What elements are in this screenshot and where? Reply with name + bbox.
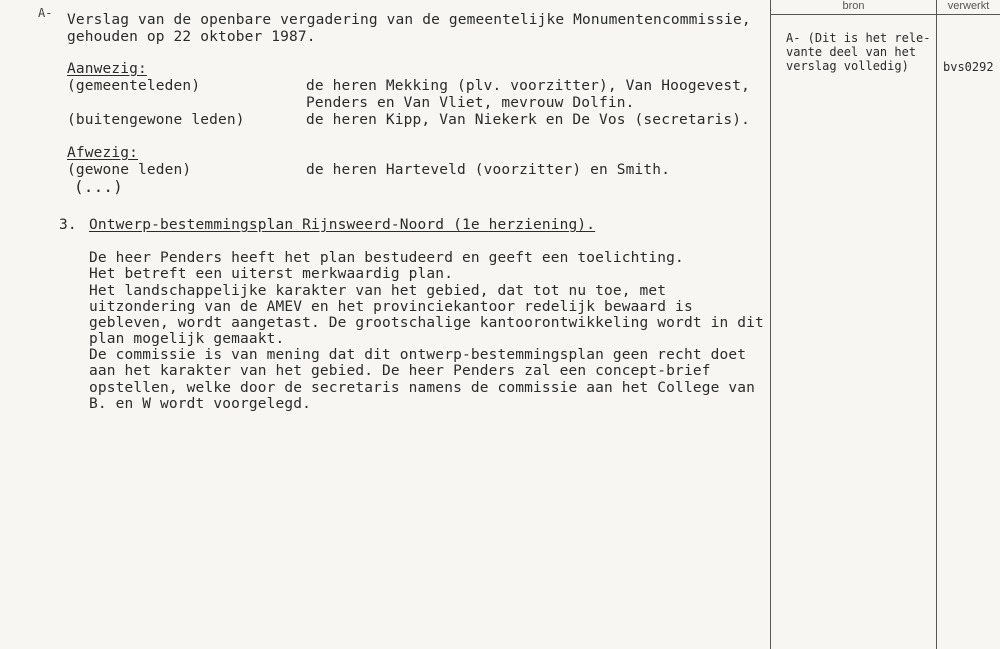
absent-text: de heren Harteveld (voorzitter) en Smith. [306,162,671,178]
column-header-bron: bron [842,0,865,12]
body-line: uitzondering van de AMEV en het provinciekantoor redelijk bewaard is [89,299,693,315]
header-divider [770,14,1000,15]
column-header-verwerkt: verwerkt [947,0,990,12]
body-line: Het betreft een uiterst merkwaardig plan. [89,266,454,282]
present-text-extraordinary: de heren Kipp, Van Niekerk en De Vos (secretaris). [306,112,750,128]
processed-code: bvs0292 [943,60,994,74]
body-line: opstellen, welke door de secretaris namens de commissie aan het College van [89,380,755,396]
body-line: De heer Penders heeft het plan bestudeerd en geeft een toelichting. [89,250,684,266]
heading-line-2: gehouden op 22 oktober 1987. [67,29,316,45]
source-note-line-2: vante deel van het [786,45,917,59]
source-note-line-3: verslag volledig) [786,59,909,73]
heading-line-1: Verslag van de openbare vergadering van de gemeentelijke Monumentencommissie, [67,12,751,28]
absent-title: Afwezig: [67,145,139,161]
column-divider-right [936,0,937,649]
item-number: 3. [59,217,77,233]
item-title: Ontwerp-bestemmingsplan Rijnsweerd-Noord (1e herziening). [89,217,596,233]
body-line: B. en W wordt voorgelegd. [89,396,311,412]
present-label-members: (gemeenteleden) [67,78,201,94]
ellipsis: (...) [74,177,123,196]
present-text-members-1: de heren Mekking (plv. voorzitter), Van Hoogevest, [306,78,750,94]
body-line: De commissie is van mening dat dit ontwerp-bestemmingsplan geen recht doet [89,347,747,363]
source-note-line-1: A- (Dit is het rele- [786,31,931,45]
absent-label: (gewone leden) [67,162,192,178]
present-label-extraordinary: (buitengewone leden) [67,112,245,128]
body-line: Het landschappelijke karakter van het gebied, dat tot nu toe, met [89,283,667,299]
present-text-members-2: Penders en Van Vliet, mevrouw Dolfin. [306,95,635,111]
column-divider-left [770,0,771,649]
body-line: aan het karakter van het gebied. De heer Penders zal een concept-brief [89,363,711,379]
body-line: gebleven, wordt aangetast. De grootschalige kantoorontwikkeling wordt in dit [89,315,764,331]
present-title: Aanwezig: [67,61,147,77]
margin-marker: A- [38,6,53,20]
body-line: plan mogelijk gemaakt. [89,331,285,347]
